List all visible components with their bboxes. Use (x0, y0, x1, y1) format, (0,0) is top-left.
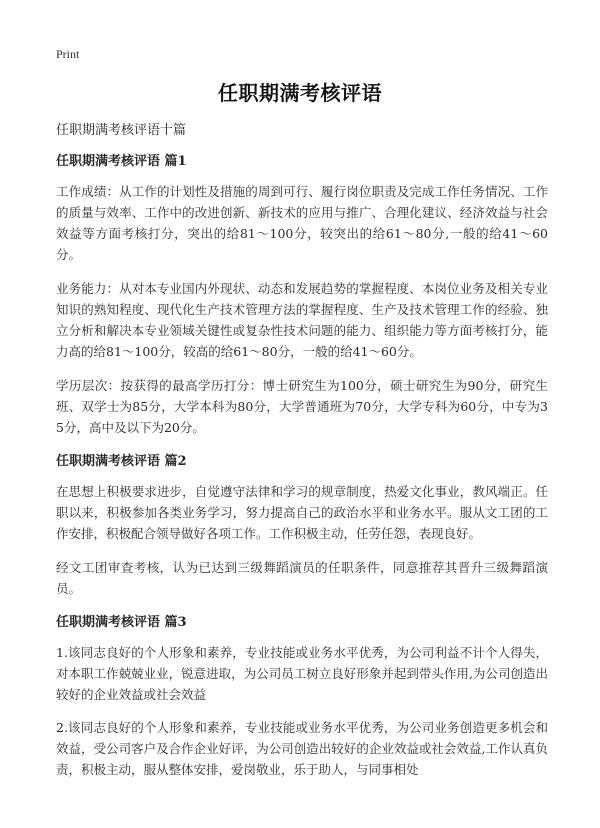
paragraph: 2.该同志良好的个人形象和素养，专业技能或业务水平优秀，为公司业务创造更多机会和效益，受公司客户及合作企业好评，为公司创造出较好的企业效益或社会效益,工作认真负责，积极主动，服从整体安排，爱岗敬业，乐于助人，与同事相处 (56, 720, 548, 777)
paragraph: 在思想上积极要求进步，自觉遵守法律和学习的规章制度，热爱文化事业，教风端正。任职以来，积极参加各类业务学习，努力提高自己的政治水平和业务水平。服从文工团的工作安排，积极配合领导做好各项工作。工作积极主动，任劳任怨，表现良好。 (56, 484, 548, 541)
paragraph: 业务能力：从对本专业国内外现状、动态和发展趋势的掌握程度、本岗位业务及相关专业知识的熟知程度、现代化生产技术管理方法的掌握程度、生产及技术管理工作的经验、独立分析和解决本专业领域关键性或复杂性技术问题的能力、组织能力等方面考核打分，能力高的给81～100分，较高的给61～80分，一般的给41～60分。 (56, 281, 548, 359)
paragraph: 工作成绩：从工作的计划性及措施的周到可行、履行岗位职责及完成工作任务情况、工作的质量与效率、工作中的改进创新、新技术的应用与推广、合理化建议、经济效益与社会效益等方面考核打分，突出的给81～100分，较突出的给61～80分,一般的给41～60分。 (56, 184, 548, 262)
paragraph: 1.该同志良好的个人形象和素养，专业技能或业务水平优秀，为公司利益不计个人得失，对本职工作兢兢业业，锐意进取，为公司员工树立良好形象并起到带头作用,为公司创造出较好的企业效益或社会效益 (56, 645, 548, 702)
document-subtitle: 任职期满考核评语十篇 (56, 123, 187, 138)
section-1 (56, 151, 548, 438)
document-body (56, 120, 548, 792)
section-heading: 任职期满考核评语 篇2 (56, 454, 187, 469)
print-link[interactable]: Print (56, 47, 80, 61)
section-heading: 任职期满考核评语 篇3 (56, 615, 187, 630)
section-2 (56, 451, 548, 599)
section-3 (56, 612, 548, 780)
section-heading: 任职期满考核评语 篇1 (56, 154, 187, 169)
paragraph: 经文工团审查考核，认为已达到三级舞蹈演员的任职条件，同意推荐其晋升三级舞蹈演员。 (56, 560, 548, 596)
page-title: 任职期满考核评语 (218, 81, 382, 105)
paragraph: 学历层次：按获得的最高学历打分：博士研究生为100分，硕士研究生为90分，研究生班、双学士为85分，大学本科为80分，大学普通班为70分，大学专科为60分，中专为35分，高中及以下为20分。 (56, 378, 548, 435)
